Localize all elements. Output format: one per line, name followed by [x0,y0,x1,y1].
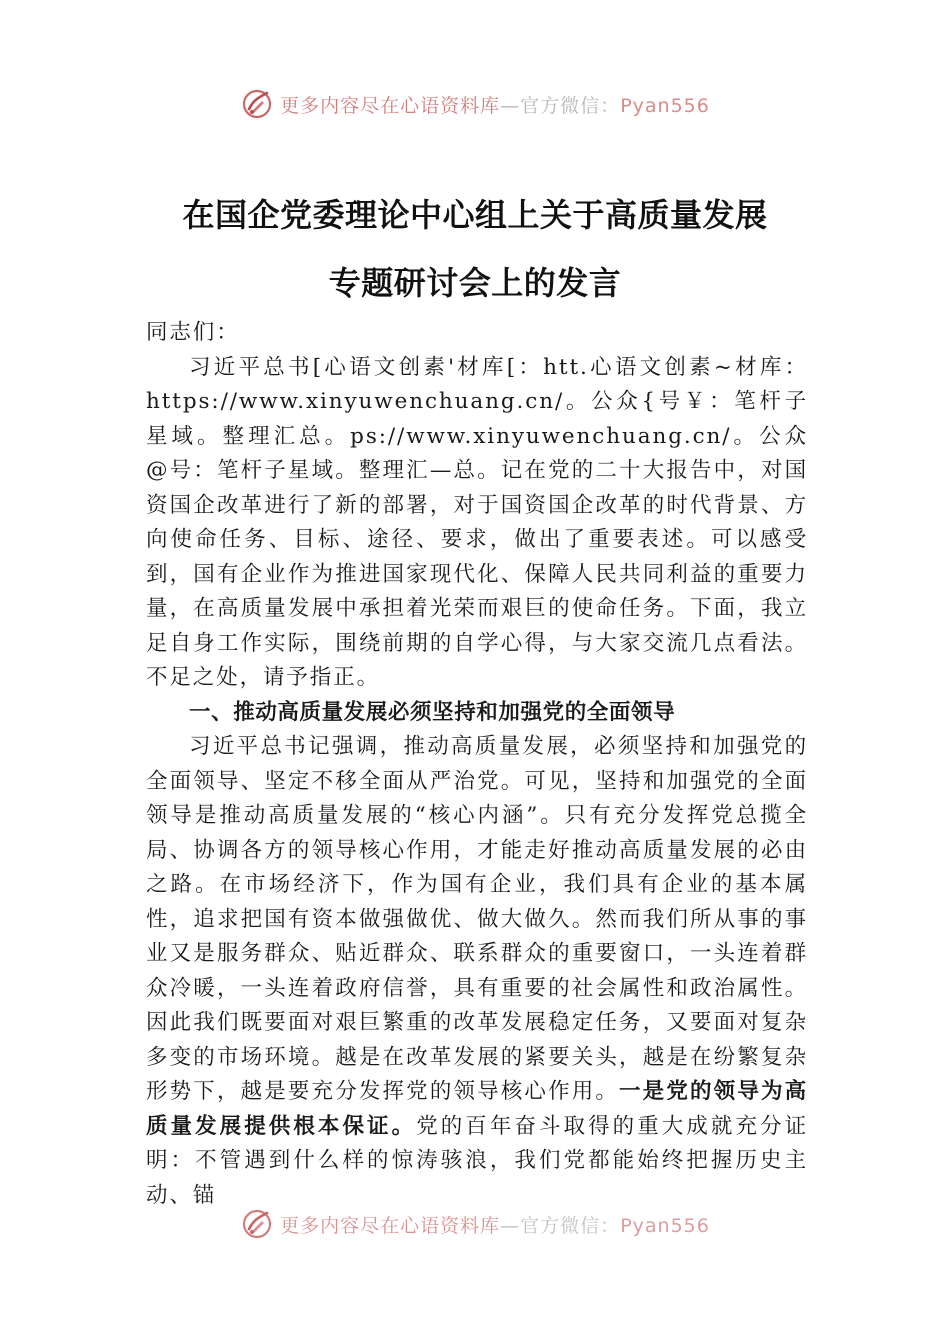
watermark-text-id: Pyan556 [620,1214,710,1237]
paragraph-section-1-cont: 党的百年奋斗取得的重大成就充分证明：不管遇到什么样的惊涛骇浪，我们党都能始终把握历史主动、锚 [146,1113,809,1208]
pen-swirl-logo-icon [240,87,274,121]
document-title-line2: 专题研讨会上的发言 [328,264,622,302]
salutation: 同志们： [146,320,240,345]
watermark-text-wechat: —官方微信： [500,94,621,117]
paragraph-section-1 [146,730,808,1213]
paragraph-intro: 习近平总书[心语文创素'材库[：htt.心语文创素~材库：https://www.xinyuwenchuang.cn/。公众{号￥：笔杆子星域。整理汇总。ps://www.xinyuwenchuang.cn/。公众@号：笔杆子星域。整理汇—总。记在党的二十大报告中，对国资国企改革进行了新的部署，对于国资国企改革的时代背景、方向使命任务、目标、途径、要求，做出了重要表述。可以感受到，国有企业作为推进国家现代化、保障人民共同利益的重要力量，在高质量发展中承担着光荣而艰巨的使命任务。下面，我立足自身工作实际，围绕前期的自学心得，与大家交流几点看法。不足之处，请予指正。 [146,354,808,690]
watermark-text-wechat: —官方微信： [500,1214,621,1237]
watermark-text-id: Pyan556 [620,94,710,117]
document-body [146,316,808,1213]
watermark-text [280,91,710,118]
footer-watermark-banner [0,1204,950,1244]
section-heading-1: 一、推动高质量发展必须坚持和加强党的全面领导 [189,699,676,725]
document-title-line1: 在国企党委理论中心组上关于高质量发展 [182,196,768,234]
watermark-text-cn: 更多内容尽在心语资料库 [280,1214,501,1237]
header-watermark-banner [0,84,950,124]
pen-swirl-logo-icon [240,1207,274,1241]
watermark-text [280,1211,710,1238]
paragraph-section-1-text: 习近平总书记强调，推动高质量发展，必须坚持和加强党的全面领导、坚定不移全面从严治党。可见，坚持和加强党的全面领导是推动高质量发展的“核心内涵”。只有充分发挥党总揽全局、协调各方的领导核心作用，才能走好推动高质量发展的必由之路。在市场经济下，作为国有企业，我们具有企业的基本属性，追求把国有资本做强做优、做大做久。然而我们所从事的事业又是服务群众、贴近群众、联系群众的重要窗口，一头连着群众冷暖，一头连着政府信誉，具有重要的社会属性和政治属性。因此我们既要面对艰巨繁重的改革发展稳定任务，又要面对复杂多变的市场环境。越是在改革发展的紧要关头，越是在纷繁复杂形势下，越是要充分发挥党的领导核心作用。 [146,734,808,1104]
watermark-text-cn: 更多内容尽在心语资料库 [280,94,501,117]
paragraph-section-1-bold: 一是党的领导为高质量发展提供根本保证。 [146,1079,808,1139]
